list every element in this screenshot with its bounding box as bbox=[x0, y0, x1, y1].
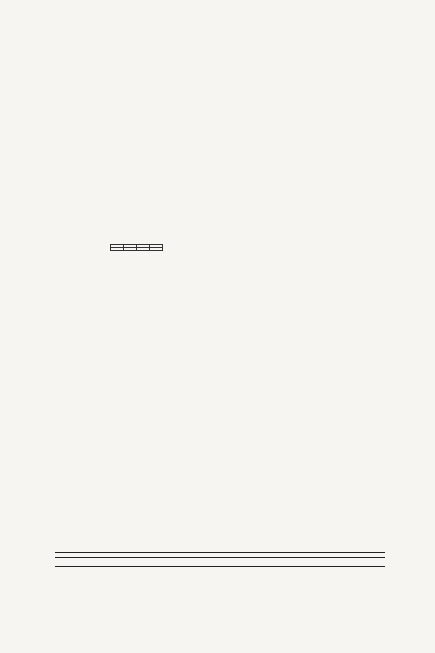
table-cell bbox=[150, 248, 163, 251]
table-cell bbox=[253, 562, 319, 567]
table-cell bbox=[121, 562, 187, 567]
table-cell bbox=[187, 562, 253, 567]
table-row bbox=[55, 562, 385, 567]
table-cell bbox=[319, 562, 385, 567]
table-cell bbox=[137, 248, 150, 251]
table-cell bbox=[124, 248, 137, 251]
coal-composition-table bbox=[55, 552, 385, 567]
table-cell bbox=[55, 562, 121, 567]
table-cell bbox=[111, 248, 124, 251]
equilibrium-constant-table bbox=[110, 244, 163, 251]
volume-fraction-chart bbox=[95, 318, 345, 428]
table-row bbox=[111, 248, 163, 251]
watermark bbox=[10, 34, 416, 250]
